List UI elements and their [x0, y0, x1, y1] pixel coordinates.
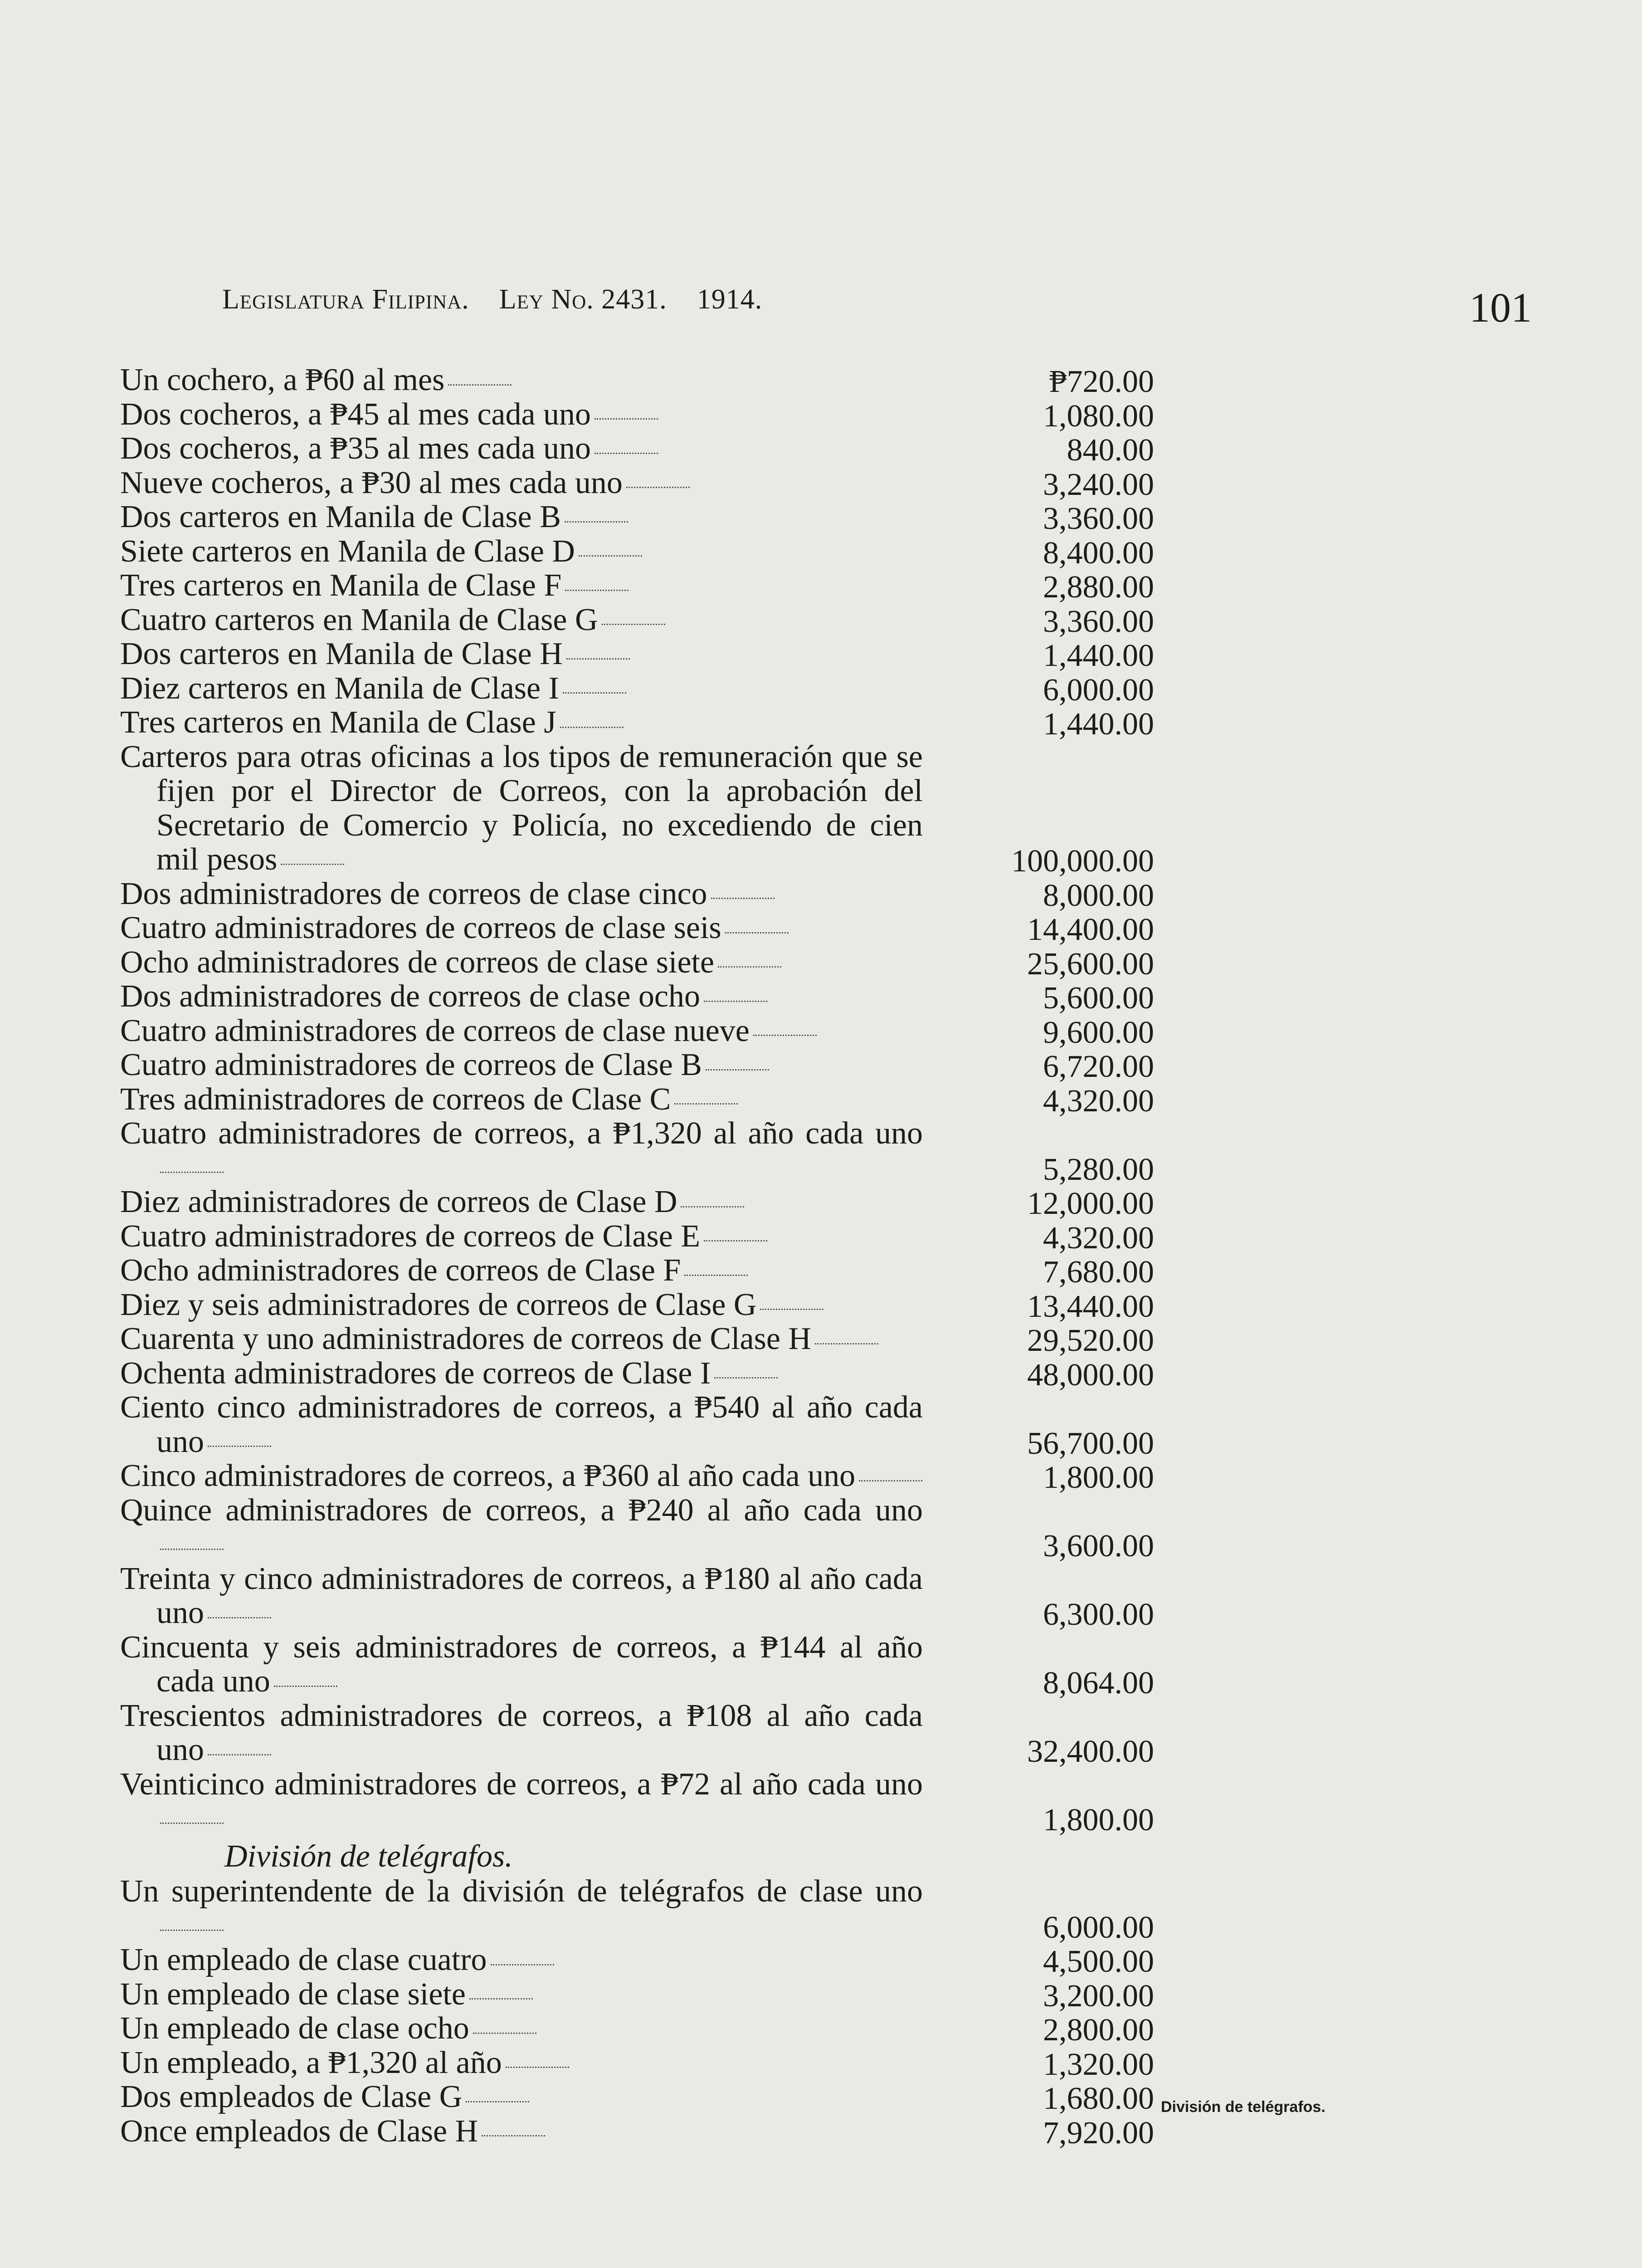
list-item: [120, 1943, 1154, 1977]
leader-dots: [506, 2067, 569, 2068]
list-item: [120, 1493, 1154, 1562]
entry-amount: 5,280.00: [1043, 1152, 1154, 1187]
entry-amount: 29,520.00: [1027, 1323, 1154, 1358]
list-item: [120, 911, 1154, 945]
list-item: [120, 1048, 1154, 1082]
leader-dots: [760, 1309, 823, 1310]
list-item: [120, 466, 1154, 500]
entry-description: [120, 1874, 923, 1943]
margin-note: División de telégrafos.: [1161, 2098, 1325, 2116]
entry-amount: 100,000.00: [1011, 844, 1154, 879]
leader-dots: [208, 1617, 271, 1618]
leader-dots: [859, 1480, 922, 1481]
entry-description-text: Diez y seis administradores de correos de Clase G: [120, 1287, 757, 1322]
entry-description: [120, 637, 923, 671]
entry-description: [120, 1082, 923, 1117]
leader-dots: [626, 487, 690, 488]
leader-dots: [711, 898, 775, 899]
leader-dots: [448, 384, 512, 386]
entry-description-text: Ocho administradores de correos de clase siete: [120, 944, 715, 980]
entry-amount: 8,064.00: [1043, 1666, 1154, 1701]
list-item: [120, 363, 1154, 397]
entry-amount: 56,700.00: [1027, 1426, 1154, 1461]
entry-amount: 48,000.00: [1027, 1357, 1154, 1393]
header-year: 1914.: [697, 284, 763, 315]
entry-description-text: Cuarenta y uno administradores de correos de Clase H: [120, 1321, 811, 1356]
leader-dots: [466, 2101, 529, 2102]
entry-description: [120, 2011, 923, 2046]
entry-description: [120, 1943, 923, 1977]
entry-description-text: Treinta y cinco administradores de correos, a ₱180 al año cada uno: [120, 1561, 923, 1630]
entry-description-text: Nueve cocheros, a ₱30 al mes cada uno: [120, 465, 623, 500]
entry-amount: 1,680.00: [1043, 2081, 1154, 2116]
entry-amount: 1,080.00: [1043, 398, 1154, 434]
entry-amount: 1,800.00: [1043, 1460, 1154, 1495]
entry-amount: 7,920.00: [1043, 2115, 1154, 2151]
leader-dots: [704, 1001, 767, 1002]
entry-description: [120, 431, 923, 466]
leader-dots: [579, 555, 642, 557]
entry-description-text: Dos administradores de correos de clase cinco: [120, 876, 707, 911]
entry-description: [120, 1014, 923, 1048]
entry-description: [120, 911, 923, 945]
entry-description-text: Diez carteros en Manila de Clase I: [120, 670, 559, 706]
entry-description-text: Cuatro administradores de correos de clase nueve: [120, 1013, 750, 1048]
entry-description: [120, 945, 923, 980]
telegraph-entries: [120, 1874, 1154, 2151]
list-item: [120, 705, 1154, 740]
entry-amount: 1,440.00: [1043, 638, 1154, 673]
leader-dots: [706, 1069, 769, 1070]
entry-amount: 3,360.00: [1043, 501, 1154, 536]
entry-description-text: Siete carteros en Manila de Clase D: [120, 533, 575, 569]
entry-description-text: Ochenta administradores de correos de Clase I: [120, 1355, 711, 1391]
entry-amount: 2,880.00: [1043, 570, 1154, 605]
list-item: [120, 1699, 1154, 1767]
leader-dots: [281, 864, 344, 865]
page-number: 101: [1469, 284, 1532, 331]
entry-description: [120, 1977, 923, 2012]
entry-amount: 6,720.00: [1043, 1049, 1154, 1084]
list-item: [120, 1390, 1154, 1459]
entry-description: [120, 740, 923, 877]
list-item: [120, 1356, 1154, 1391]
list-item: [120, 637, 1154, 671]
list-item: [120, 1253, 1154, 1288]
entry-amount: 3,200.00: [1043, 1978, 1154, 2014]
leader-dots: [681, 1206, 744, 1207]
list-item: [120, 397, 1154, 432]
entry-description-text: Un empleado de clase siete: [120, 1976, 466, 2012]
entry-amount: 3,600.00: [1043, 1529, 1154, 1564]
list-item: [120, 603, 1154, 637]
leader-dots: [160, 1930, 224, 1931]
entry-description: [120, 1630, 923, 1699]
entry-amount: 12,000.00: [1027, 1186, 1154, 1221]
list-item: [120, 1288, 1154, 1322]
list-item: [120, 431, 1154, 466]
entry-description: [120, 1048, 923, 1082]
entry-amount: 4,320.00: [1043, 1083, 1154, 1119]
list-item: [120, 1116, 1154, 1185]
list-item: [120, 1459, 1154, 1493]
entry-amount: 3,360.00: [1043, 604, 1154, 639]
leader-dots: [725, 932, 789, 934]
entry-description: [120, 1699, 923, 1767]
entry-description-text: Cuatro administradores de correos de Clase B: [120, 1047, 702, 1082]
leader-dots: [815, 1343, 878, 1344]
leader-dots: [208, 1754, 271, 1755]
leader-dots: [602, 624, 665, 625]
entry-description-text: Cuatro administradores de correos de clase seis: [120, 910, 721, 945]
entry-description-text: Dos carteros en Manila de Clase H: [120, 636, 563, 671]
entry-description: [120, 1493, 923, 1562]
entry-description-text: Tres carteros en Manila de Clase F: [120, 568, 562, 603]
entry-description: [120, 2080, 923, 2114]
header-law-number: Ley No. 2431.: [499, 284, 667, 315]
entry-description-text: Un empleado, a ₱1,320 al año: [120, 2045, 502, 2080]
entry-amount: 6,000.00: [1043, 1910, 1154, 1945]
entry-description: [120, 1253, 923, 1288]
entry-description-text: Veinticinco administradores de correos, a ₱72 al año cada uno: [120, 1766, 923, 1802]
entry-amount: 5,600.00: [1043, 981, 1154, 1016]
section-title: División de telégrafos.: [224, 1838, 513, 1874]
leader-dots: [491, 1964, 554, 1965]
entry-description: [120, 671, 923, 706]
entry-amount: 3,240.00: [1043, 467, 1154, 502]
entry-description-text: Once empleados de Clase H: [120, 2113, 478, 2149]
entry-description-text: Ocho administradores de correos de Clase F: [120, 1253, 681, 1288]
entry-description: [120, 1322, 923, 1356]
running-header: [222, 284, 1152, 316]
entry-amount: 2,800.00: [1043, 2013, 1154, 2048]
entry-description-text: Dos cocheros, a ₱45 al mes cada uno: [120, 396, 591, 432]
entry-amount: 7,680.00: [1043, 1255, 1154, 1290]
entry-amount: 8,400.00: [1043, 535, 1154, 571]
entry-description: [120, 1390, 923, 1459]
leader-dots: [469, 1998, 533, 1999]
entry-amount: ₱720.00: [1049, 364, 1154, 399]
list-item: [120, 671, 1154, 706]
leader-dots: [674, 1103, 738, 1105]
leader-dots: [160, 1823, 224, 1824]
entry-description-text: Un cochero, a ₱60 al mes: [120, 362, 445, 397]
entry-description-text: Tres carteros en Manila de Clase J: [120, 705, 556, 740]
entry-amount: 1,320.00: [1043, 2047, 1154, 2082]
entry-description: [120, 1459, 923, 1493]
entry-description-text: Diez administradores de correos de Clase D: [120, 1184, 677, 1219]
entry-description: [120, 534, 923, 569]
entry-description: [120, 603, 923, 637]
entry-amount: 32,400.00: [1027, 1734, 1154, 1769]
entry-description-text: Cincuenta y seis administradores de correos, a ₱144 al año cada uno: [120, 1629, 923, 1699]
entry-description-text: Cinco administradores de correos, a ₱360 al año cada uno: [120, 1458, 856, 1493]
entry-description-text: Cuatro administradores de correos, a ₱1,320 al año cada uno: [120, 1116, 923, 1151]
list-item: [120, 1874, 1154, 1943]
leader-dots: [594, 453, 658, 454]
entry-amount: 14,400.00: [1027, 912, 1154, 947]
leader-dots: [718, 966, 781, 968]
header-legislature: Legislatura Filipina.: [222, 284, 469, 315]
leader-dots: [565, 521, 628, 523]
entry-description-text: Un empleado de clase cuatro: [120, 1942, 487, 1977]
entry-amount: 8,000.00: [1043, 878, 1154, 913]
entry-amount: 9,600.00: [1043, 1015, 1154, 1050]
entry-description-text: Dos empleados de Clase G: [120, 2079, 463, 2114]
leader-dots: [566, 658, 630, 660]
list-item: [120, 1082, 1154, 1117]
list-item: [120, 1185, 1154, 1219]
entry-amount: 25,600.00: [1027, 946, 1154, 982]
list-item: [120, 1014, 1154, 1048]
entry-description-text: Tres administradores de correos de Clase C: [120, 1081, 671, 1117]
leader-dots: [565, 590, 629, 591]
entry-description-text: Un empleado de clase ocho: [120, 2011, 469, 2046]
list-item: [120, 1322, 1154, 1356]
entry-description-text: Dos cocheros, a ₱35 al mes cada uno: [120, 431, 591, 466]
entry-description-text: Ciento cinco administradores de correos, a ₱540 al año cada uno: [120, 1390, 923, 1459]
list-item: [120, 534, 1154, 569]
entry-amount: 13,440.00: [1027, 1289, 1154, 1324]
leader-dots: [714, 1377, 778, 1378]
entry-description: [120, 1356, 923, 1391]
entry-description-text: Quince administradores de correos, a ₱240 al año cada uno: [120, 1492, 923, 1528]
entry-description: [120, 705, 923, 740]
leader-dots: [160, 1549, 224, 1550]
entry-description: [120, 877, 923, 911]
appropriations-list: [120, 362, 1154, 2151]
entry-description: [120, 1116, 923, 1185]
entry-amount: 1,440.00: [1043, 707, 1154, 742]
entry-description: [120, 466, 923, 500]
leader-dots: [482, 2135, 545, 2136]
entry-amount: 1,800.00: [1043, 1803, 1154, 1838]
leader-dots: [560, 727, 624, 728]
entry-description: [120, 1562, 923, 1630]
list-item: [120, 1630, 1154, 1699]
entry-description: [120, 397, 923, 432]
list-item: [120, 2080, 1154, 2114]
list-item: [120, 945, 1154, 980]
leader-dots: [684, 1275, 748, 1276]
list-item: [120, 1767, 1154, 1836]
entry-amount: 6,300.00: [1043, 1597, 1154, 1632]
entry-description: [120, 1288, 923, 1322]
entry-description: [120, 2046, 923, 2080]
list-item: [120, 568, 1154, 603]
entry-description-text: Cuatro administradores de correos de Clase E: [120, 1218, 701, 1254]
leader-dots: [208, 1446, 271, 1447]
entry-description: [120, 2114, 923, 2149]
list-item: [120, 979, 1154, 1014]
entry-amount: 840.00: [1067, 433, 1154, 468]
entry-amount: 4,500.00: [1043, 1944, 1154, 1979]
list-item: [120, 877, 1154, 911]
list-item: [120, 1219, 1154, 1254]
list-item: [120, 2114, 1154, 2149]
entry-description: [120, 568, 923, 603]
leader-dots: [594, 418, 658, 420]
leader-dots: [563, 692, 626, 694]
list-item: [120, 740, 1154, 877]
entry-description-text: Dos administradores de correos de clase ocho: [120, 979, 701, 1014]
list-item: [120, 500, 1154, 534]
entry-description-text: Carteros para otras oficinas a los tipos de remuneración que se fijen por el Director de Correos, con la aprobación del Secretario de Comercio y Policía, no excediendo de cien mil pesos: [120, 739, 923, 877]
leader-dots: [753, 1035, 817, 1036]
list-item: [120, 2011, 1154, 2046]
list-item: [120, 2046, 1154, 2080]
entry-description-text: Cuatro carteros en Manila de Clase G: [120, 602, 598, 637]
postal-entries: [120, 363, 1154, 1836]
list-item: [120, 1562, 1154, 1630]
entry-amount: 4,320.00: [1043, 1220, 1154, 1256]
leader-dots: [160, 1172, 224, 1173]
entry-description-text: Trescientos administradores de correos, a ₱108 al año cada uno: [120, 1698, 923, 1767]
entry-description: [120, 500, 923, 534]
entry-amount: 6,000.00: [1043, 672, 1154, 708]
entry-description: [120, 979, 923, 1014]
leader-dots: [704, 1240, 767, 1242]
entry-description: [120, 1185, 923, 1219]
entry-description: [120, 1767, 923, 1836]
entry-description-text: Dos carteros en Manila de Clase B: [120, 499, 561, 534]
list-item: [120, 1977, 1154, 2012]
entry-description: [120, 363, 923, 397]
leader-dots: [274, 1686, 337, 1687]
entry-description-text: Un superintendente de la división de telégrafos de clase uno: [120, 1874, 923, 1909]
entry-description: [120, 1219, 923, 1254]
leader-dots: [473, 2033, 536, 2034]
